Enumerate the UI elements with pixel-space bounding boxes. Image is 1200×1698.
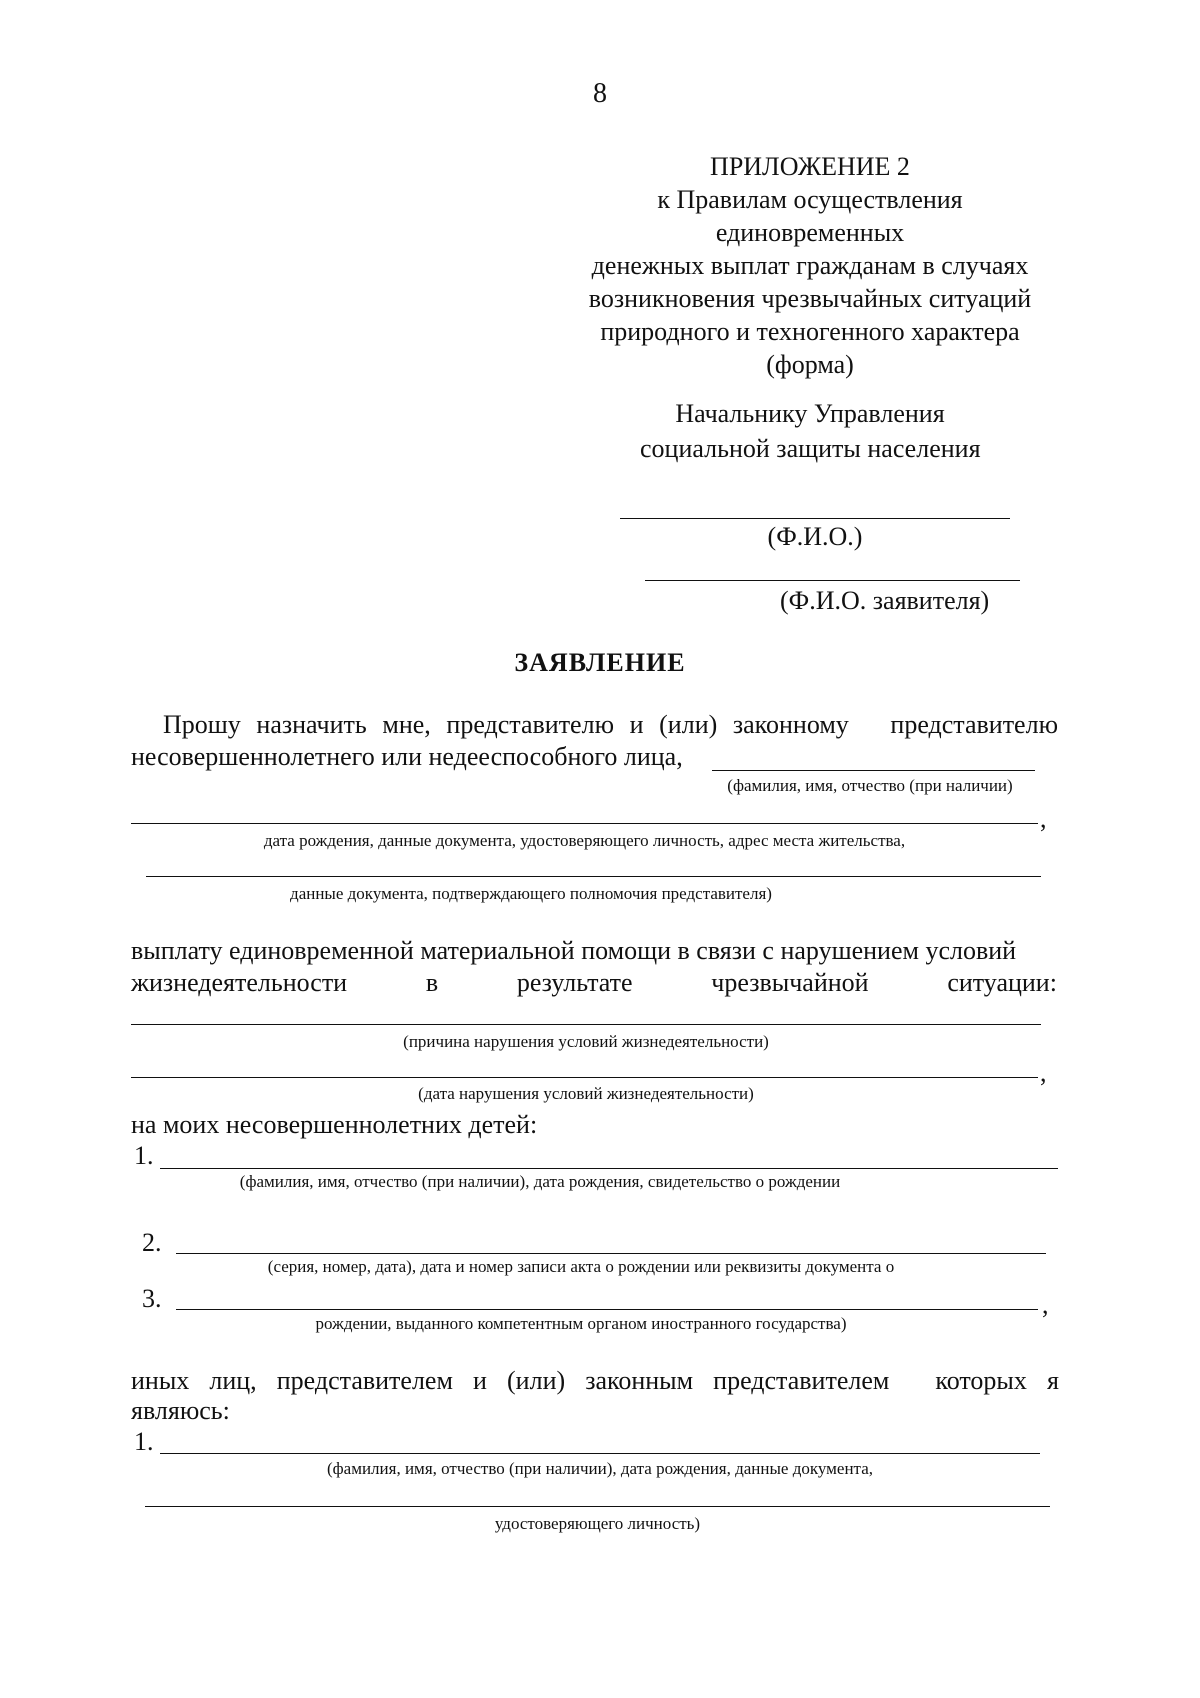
addressee-line: Начальнику Управления xyxy=(675,399,945,428)
appendix-line: возникновения чрезвычайных ситуаций xyxy=(588,284,1032,313)
person-birth-field[interactable] xyxy=(131,823,1038,824)
word: Прошу xyxy=(163,710,241,739)
page-number: 8 xyxy=(593,78,607,109)
head-fio-field[interactable] xyxy=(620,518,1010,519)
word: иных xyxy=(131,1366,190,1395)
caption-fio: (фамилия, имя, отчество (при наличии) xyxy=(727,776,1013,795)
authority-doc-field[interactable] xyxy=(146,876,1041,877)
violation-date-field[interactable] xyxy=(131,1077,1038,1078)
word: я xyxy=(1046,1366,1059,1395)
word: результате xyxy=(516,968,633,997)
appendix-form-label: (форма) xyxy=(766,350,854,379)
word: представителю xyxy=(890,710,1058,739)
appendix-title: ПРИЛОЖЕНИЕ 2 xyxy=(710,152,910,181)
child-3-field[interactable] xyxy=(176,1309,1038,1310)
list-number: 3. xyxy=(142,1284,162,1313)
caption-reason: (причина нарушения условий жизнедеятельности) xyxy=(403,1032,769,1051)
appendix-line: к Правилам осуществления xyxy=(657,185,963,214)
word: представителем xyxy=(713,1366,890,1395)
request-line-2: несовершеннолетнего или недееспособного лица, xyxy=(131,742,683,771)
word: назначить xyxy=(256,710,367,739)
word: которых xyxy=(935,1366,1027,1395)
caption-authority: данные документа, подтверждающего полномочия представителя) xyxy=(290,884,772,903)
others-line-1 xyxy=(131,1366,1059,1396)
word: мне, xyxy=(382,710,431,739)
applicant-fio-field[interactable] xyxy=(645,580,1020,581)
word: законным xyxy=(585,1366,694,1395)
word: чрезвычайной xyxy=(711,968,869,997)
word: лиц, xyxy=(209,1366,257,1395)
word: (или) xyxy=(507,1366,566,1395)
reason-field[interactable] xyxy=(131,1024,1041,1025)
applicant-fio-caption: (Ф.И.О. заявителя) xyxy=(780,586,990,615)
other-person-id-field[interactable] xyxy=(145,1506,1050,1507)
caption-other-2: удостоверяющего личность) xyxy=(494,1514,701,1533)
word: и xyxy=(473,1366,487,1395)
caption-date: (дата нарушения условий жизнедеятельности) xyxy=(418,1084,754,1103)
word: (или) xyxy=(659,710,718,739)
word: законному xyxy=(732,710,849,739)
appendix-line: денежных выплат гражданам в случаях xyxy=(591,251,1029,280)
other-person-field[interactable] xyxy=(160,1453,1040,1454)
children-heading: на моих несовершеннолетних детей: xyxy=(131,1110,538,1139)
comma: , xyxy=(1042,1290,1049,1319)
word: представителем xyxy=(276,1366,453,1395)
caption-child-3: рождении, выданного компетентным органом иностранного государства) xyxy=(315,1314,847,1333)
caption-birth: дата рождения, данные документа, удостоверяющего личность, адрес места жительства, xyxy=(263,831,906,850)
addressee-block xyxy=(640,396,980,466)
word: ситуации: xyxy=(947,968,1057,997)
list-number: 1. xyxy=(134,1141,154,1170)
child-1-field[interactable] xyxy=(160,1168,1058,1169)
comma: , xyxy=(1040,804,1047,833)
payment-line-2 xyxy=(131,968,1057,998)
caption-child-2: (серия, номер, дата), дата и номер записи акта о рождении или реквизиты документа о xyxy=(267,1257,895,1276)
person-fio-field[interactable] xyxy=(712,770,1035,771)
word: в xyxy=(425,968,439,997)
appendix-line: единовременных xyxy=(715,218,905,247)
appendix-line: природного и техногенного характера xyxy=(600,317,1020,346)
comma: , xyxy=(1040,1058,1047,1087)
caption-other-1: (фамилия, имя, отчество (при наличии), дата рождения, данные документа, xyxy=(326,1459,873,1478)
child-2-field[interactable] xyxy=(176,1253,1046,1254)
head-fio-caption: (Ф.И.О.) xyxy=(767,522,863,551)
caption-child-1: (фамилия, имя, отчество (при наличии), дата рождения, свидетельство о рождении xyxy=(239,1172,841,1191)
appendix-block xyxy=(570,150,1050,381)
others-line-2: являюсь: xyxy=(131,1396,230,1425)
request-line-1 xyxy=(163,710,1058,740)
document-title: ЗАЯВЛЕНИЕ xyxy=(514,648,686,677)
word: представителю xyxy=(446,710,614,739)
list-number: 2. xyxy=(142,1228,162,1257)
word: жизнедеятельности xyxy=(131,968,348,997)
word: и xyxy=(629,710,644,739)
addressee-line: социальной защиты населения xyxy=(640,434,981,463)
list-number: 1. xyxy=(134,1427,154,1456)
payment-line-1: выплату единовременной материальной помощи в связи с нарушением условий xyxy=(131,936,1017,965)
